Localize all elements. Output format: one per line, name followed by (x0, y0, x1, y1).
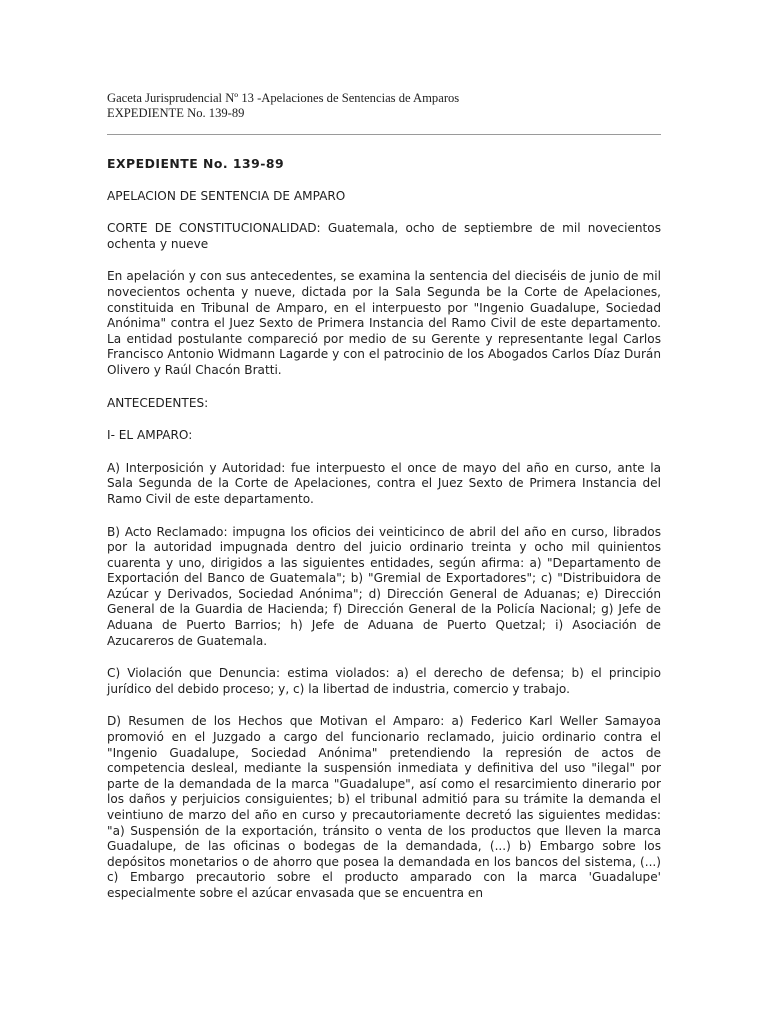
section-a-paragraph: A) Interposición y Autoridad: fue interpuesto el once de mayo del año en curso, ante la Sala Segunda de la Corte de Apelaciones, contra el Juez Sexto de Primera Instancia del Ramo Civil de este departamento. (107, 460, 661, 506)
document-subtitle: APELACION DE SENTENCIA DE AMPARO (107, 188, 346, 203)
intro-paragraph: En apelación y con sus antecedentes, se examina la sentencia del dieciséis de junio de mil novecientos ochenta y nueve, dictada por la Sala Segunda be la Corte de Apelaciones, constituida en Tribunal de Amparo, en el interpuesto por "Ingenio Guadalupe, Sociedad Anónima" contra el Juez Sexto de Primera Instancia del Ramo Civil de este departamento. La entidad postulante compareció por medio de su Gerente y representante legal Carlos Francisco Antonio Widmann Lagarde y con el patrocinio de los Abogados Carlos Díaz Durán Olivero y Raúl Chacón Bratti. (107, 269, 661, 377)
section-d-paragraph: D) Resumen de los Hechos que Motivan el Amparo: a) Federico Karl Weller Samayoa promovió en el Juzgado a cargo del funcionario reclamado, juicio ordinario contra el "Ingenio Guadalupe, Sociedad Anónima" pretendiendo la represión de actos de competencia desleal, mediante la suspensión inmediata y definitiva del uso "ilegal" por parte de la demandada de la marca "Guadalupe", así como el resarcimiento dinerario por los daños y perjuicios consiguientes; b) el tribunal admitió para su trámite la demanda el veintiuno de marzo del año en curso y precautoriamente decretó las siguientes medidas: "a) Suspensión de la exportación, tránsito o venta de los productos que lleven la marca Guadalupe, de las oficinas o bodegas de la demandada, (...) b) Embargo sobre los depósitos monetarios o de ahorro que posea la demandada en los bancos del sistema, (...) c) Embargo precautorio sobre el producto amparado con la marca 'Guadalupe' especialmente sobre el azúcar envasada que se encuentra en (107, 714, 661, 900)
antecedentes-heading: ANTECEDENTES: (107, 395, 209, 410)
section-b-paragraph: B) Acto Reclamado: impugna los oficios dei veinticinco de abril del año en curso, librados por la autoridad impugnada dentro del juicio ordinario treinta y ocho mil quinientos cuarenta y uno, dirigidos a las siguientes entidades, según afirma: a) "Departamento de Exportación del Banco de Guatemala"; b) "Gremial de Exportadores"; c) "Distribuidora de Azúcar y Derivados, Sociedad Anónima"; d) Dirección General de Aduanas; e) Dirección General de la Guardia de Hacienda; f) Dirección General de la Policía Nacional; g) Jefe de Aduana de Puerto Barrios; h) Jefe de Aduana de Puerto Quetzal; i) Asociación de Azucareros de Guatemala. (107, 524, 661, 648)
document-header (107, 91, 667, 121)
gazette-title: Gaceta Jurisprudencial Nº 13 -Apelaciones de Sentencias de Amparos (107, 91, 460, 105)
amparo-heading: I- EL AMPARO: (107, 428, 193, 443)
section-c-paragraph: C) Violación que Denuncia: estima violados: a) el derecho de defensa; b) el principio jurídico del debido proceso; y, c) la libertad de industria, comercio y trabajo. (107, 666, 661, 696)
court-line: CORTE DE CONSTITUCIONALIDAD: Guatemala, ocho de septiembre de mil novecientos ochenta y nueve (107, 221, 661, 251)
document-title: EXPEDIENTE No. 139-89 (107, 156, 285, 171)
header-divider (107, 134, 661, 135)
file-number-header: EXPEDIENTE No. 139-89 (107, 106, 245, 120)
document-body (107, 156, 661, 919)
